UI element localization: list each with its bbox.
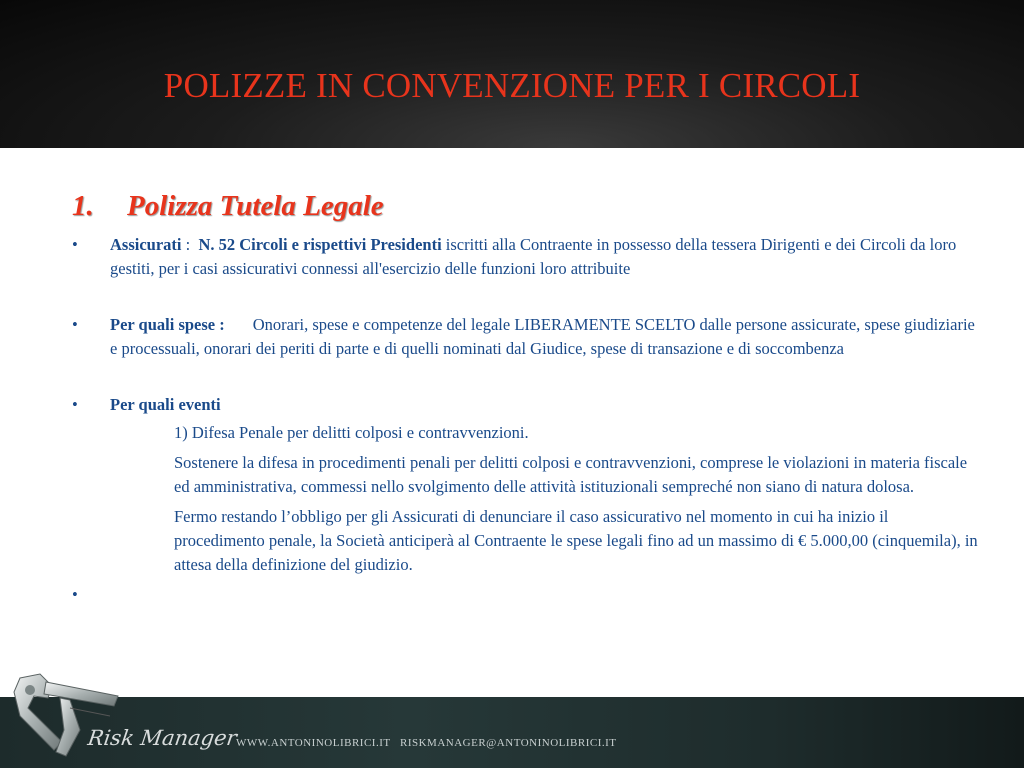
logo-text: Risk Manager <box>86 726 239 750</box>
label-eventi: Per quali eventi <box>110 395 221 414</box>
event-note: Fermo restando l’obbligo per gli Assicurati di denunciare il caso assicurativo nel momento in cui ha inizio il procedimento penale, la Società anticiperà al Contraente le spese legali fino ad un massimo di € 5.000,00 (cinquemila), in attesa della definizione del giudizio. <box>174 507 978 574</box>
bullet-dot: • <box>72 585 78 604</box>
bullet-assicurati <box>72 233 982 281</box>
caliper-logo-icon <box>0 668 130 768</box>
section-number: 1. <box>72 190 94 222</box>
label-assicurati: Assicurati <box>110 235 182 254</box>
bullet-dot: • <box>72 315 78 334</box>
empty-bullet <box>72 583 982 607</box>
bullet-spese <box>72 313 982 361</box>
bullet-eventi <box>72 393 982 417</box>
separator: : <box>181 235 199 254</box>
assicurati-text: iscritti alla Contraente in possesso della tessera Dirigenti e dei Circoli da loro gestiti, per i casi assicurativi connessi all'esercizio delle funzioni loro attribuite <box>110 235 957 278</box>
bullet-dot: • <box>72 395 78 414</box>
label-circoli: N. 52 Circoli e rispettivi Presidenti <box>198 235 442 254</box>
footer-website-link[interactable]: WWW.ANTONINOLIBRICI.IT <box>236 737 391 749</box>
event-item-1: 1) Difesa Penale per delitti colposi e contravvenzioni. <box>174 423 529 442</box>
label-spese: Per quali spese : <box>110 315 225 334</box>
header-banner <box>0 0 1024 148</box>
section-heading <box>72 190 982 223</box>
spese-text: Onorari, spese e competenze del legale LIBERAMENTE SCELTO dalle persone assicurate, spese giudiziarie e processuali, onorari dei periti di parte e di quelli nominati dal Giudice, spese di transazione e di soccombenza <box>110 315 975 358</box>
section-title: Polizza Tutela Legale <box>127 190 384 222</box>
slide-content <box>72 190 982 607</box>
event-description: Sostenere la difesa in procedimenti penali per delitti colposi e contravvenzioni, comprese le violazioni in materia fiscale ed amministrativa, commessi nello svolgimento delle attività istituzionali sempreché non siano di natura dolosa. <box>174 453 968 496</box>
page-title: POLIZZE IN CONVENZIONE PER I CIRCOLI <box>163 66 861 105</box>
bullet-dot: • <box>72 235 78 254</box>
footer-email-link[interactable]: RISKMANAGER@ANTONINOLIBRICI.IT <box>400 737 617 749</box>
